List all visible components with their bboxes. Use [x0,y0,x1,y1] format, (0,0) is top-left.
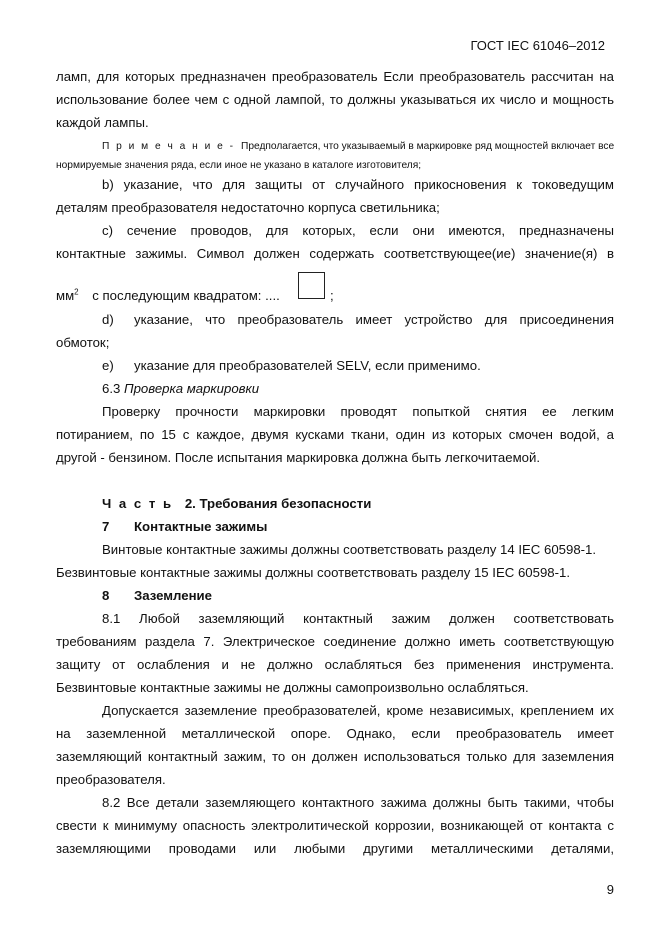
section-number: 7 [102,519,110,534]
text-line: указание, что преобразователь имеет устройство для присоединения [134,312,614,327]
text-line: ламп, для которых предназначен преобразователь Если преобразователь рассчитан на [56,69,614,84]
text-line: заземляющий контактный зажим, то он должен использоваться только для заземления [56,749,614,764]
part-label: Ч а с т ь [102,496,174,511]
text-fragment: ; [330,288,334,303]
text-line: свести к минимуму опасность электролитической коррозии, возникающей от контакта с [56,818,614,833]
text-line: Безвинтовые контактные зажимы не должны самопроизвольно ослабляться. [56,680,529,695]
text-line: Проверку прочности маркировки проводят попыткой снятия ее легким [102,404,614,419]
part-heading [102,496,614,512]
square-symbol [298,272,325,299]
text-line: контактные зажимы. Символ должен содержать соответствующее(ие) значение(я) в [56,246,614,261]
note-label: П р и м е ч а н и е - [102,141,236,152]
text-line: Винтовые контактные зажимы должны соответствовать разделу 14 IEC 60598-1. [102,542,597,557]
text-line: использование более чем с одной лампой, то должны указываться их число и мощность [56,92,614,107]
text-line: 8.1 Любой заземляющий контактный зажим должен соответствовать [102,611,614,626]
text-line: заземляющими проводами или любыми другими металлическими деталями, [56,841,614,856]
note-text: Предполагается, что указываемый в маркировке ряд мощностей включает все [241,141,615,152]
text-line: преобразователя. [56,772,166,787]
list-letter: d) [102,312,114,327]
text-line: каждой лампы. [56,115,149,130]
note-line: нормируемые значения ряда, если иное не указано в каталоге изготовителя; [56,160,422,171]
page-number: 9 [606,882,614,897]
text-line: c) сечение проводов, для которых, если они имеются, предназначены [102,223,614,238]
text-line: другой - бензином. После испытания маркировка должна быть легкочитаемой. [56,450,540,465]
text-line: 8.2 Все детали заземляющего контактного зажима должны быть такими, чтобы [102,795,614,810]
section-title: Заземление [134,588,212,603]
text-line: на заземленной металлической опоре. Однако, если преобразователь имеет [56,726,614,741]
section-number: 6.3 [102,381,121,396]
text-line: деталям преобразователя недостаточно корпуса светильника; [56,200,440,215]
text-line: требованиям раздела 7. Электрическое соединение должно иметь соответствующую [56,634,614,649]
text-line: защиту от ослабления и не должно ослабляться без применения инструмента. [56,657,614,672]
text-line: обмоток; [56,335,110,350]
unit-mm: мм [56,288,75,303]
document-header: ГОСТ IEC 61046–2012 [470,38,605,53]
unit-superscript: 2 [74,287,79,297]
text-line: b) указание, что для защиты от случайного прикосновения к токоведущим [102,177,614,192]
note-line [102,139,614,155]
text-line: указание для преобразователей SELV, если применимо. [134,358,481,373]
list-letter: e) [102,358,114,373]
section-title: Контактные зажимы [134,519,268,534]
text-fragment: с последующим квадратом: .... [92,288,280,303]
section-heading [102,381,614,397]
section-title: Проверка маркировки [124,381,260,396]
text-line: Допускается заземление преобразователей, кроме независимых, креплением их [102,703,614,718]
text-line: Безвинтовые контактные зажимы должны соответствовать разделу 15 IEC 60598-1. [56,565,571,580]
part-title: 2. Требования безопасности [184,496,372,511]
text-line: потиранием, по 15 с каждое, двумя кусками ткани, один из которых смочен водой, а [56,427,614,442]
section-number: 8 [102,588,110,603]
